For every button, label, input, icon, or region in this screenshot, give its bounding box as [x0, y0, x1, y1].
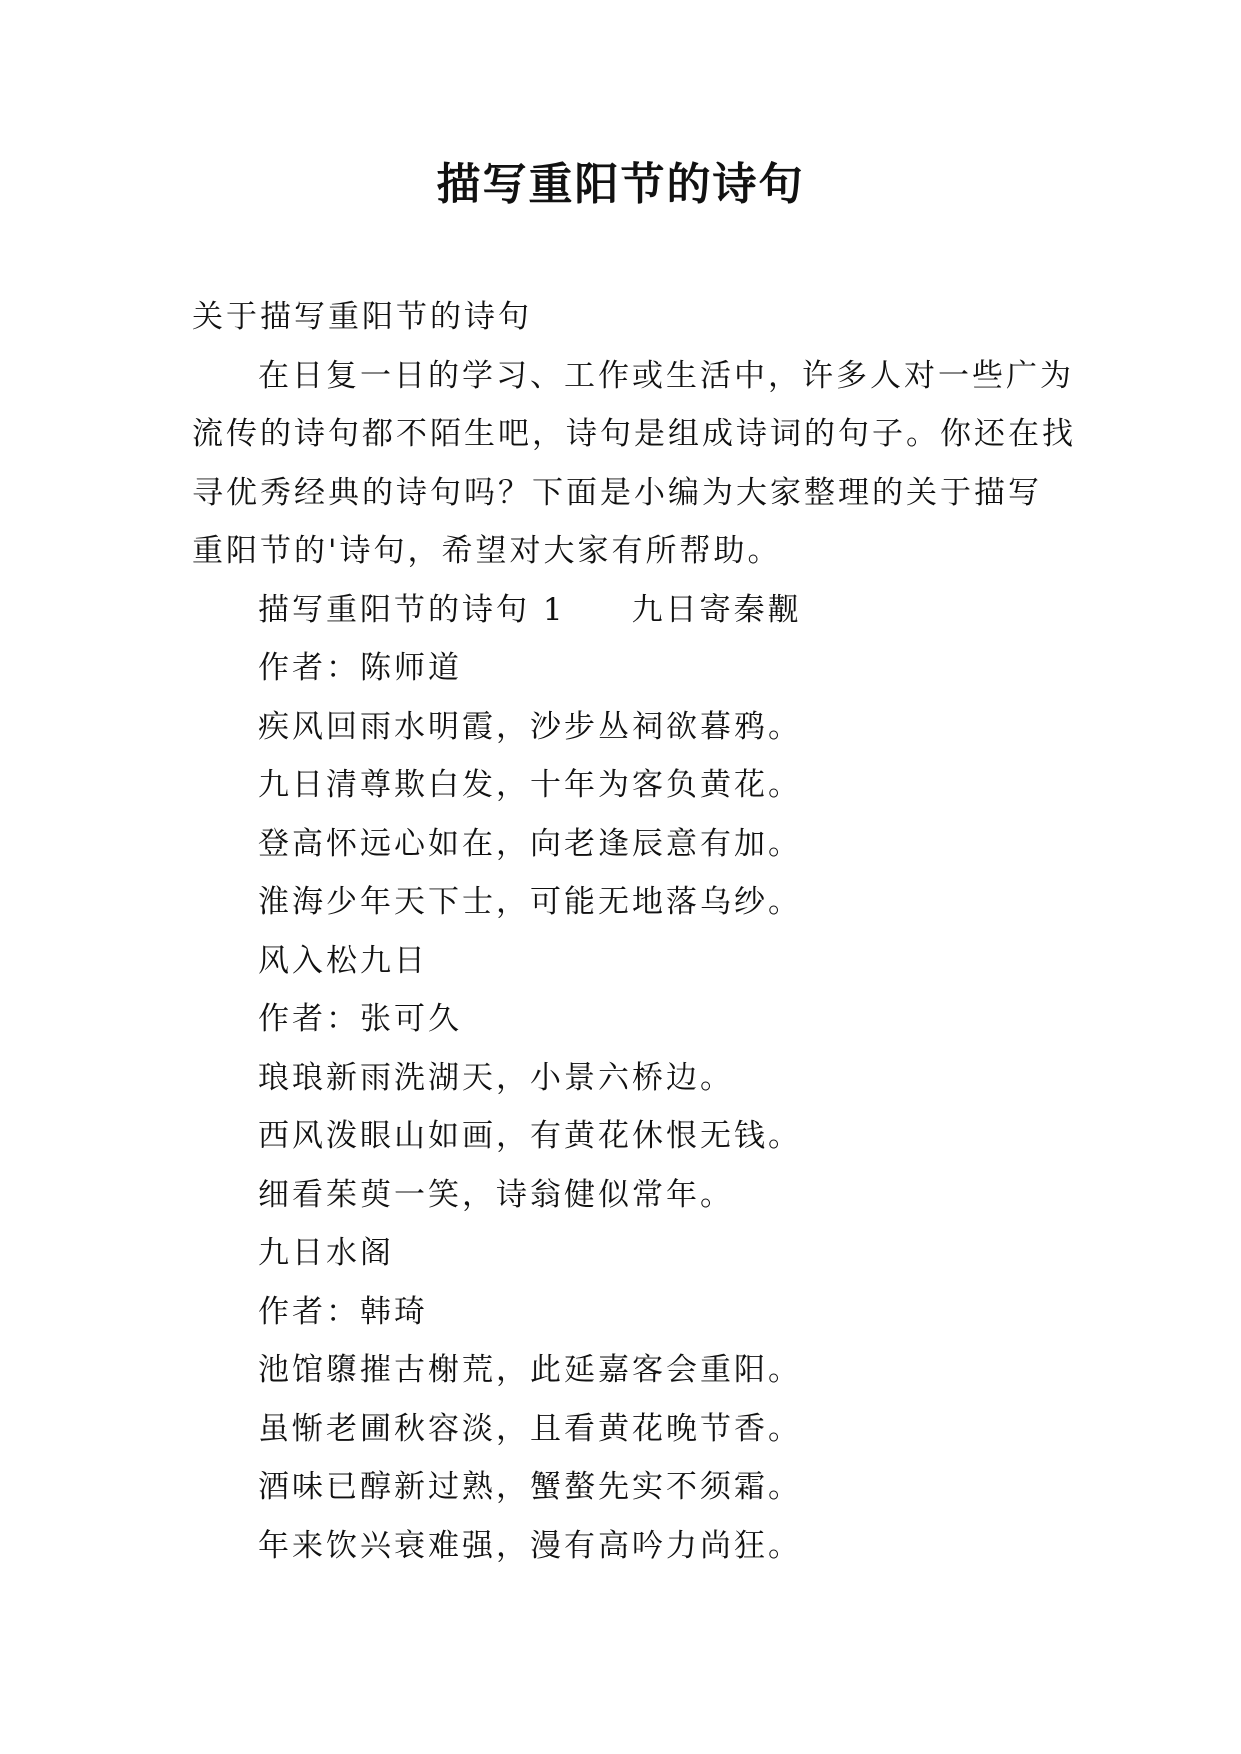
section-heading: 描写重阳节的诗句 1 — [258, 591, 566, 628]
intro-line: 在日复一日的学习、工作或生活中，许多人对一些广为 — [258, 357, 1074, 394]
poem-line: 疾风回雨水明霞，沙步丛祠欲暮鸦。 — [258, 708, 802, 745]
subtitle: 关于描写重阳节的诗句 — [192, 299, 532, 335]
poem-line: 年来饮兴衰难强，漫有高吟力尚狂。 — [258, 1527, 802, 1564]
poem-line: 琅琅新雨洗湖天，小景六桥边。 — [258, 1059, 734, 1096]
intro-line: 寻优秀经典的诗句吗？下面是小编为大家整理的关于描写 — [192, 474, 1042, 511]
poem-author: 作者：张可久 — [258, 1001, 462, 1037]
poem-line: 登高怀远心如在，向老逢辰意有加。 — [258, 825, 802, 862]
poem-line: 细看茱萸一笑，诗翁健似常年。 — [258, 1176, 734, 1213]
intro-line: 重阳节的'诗句，希望对大家有所帮助。 — [192, 533, 782, 569]
document-body — [192, 288, 1076, 1575]
poem-line: 西风泼眼山如画，有黄花休恨无钱。 — [258, 1118, 802, 1154]
poem-line: 酒味已醇新过熟，蟹螯先实不须霜。 — [258, 1469, 802, 1505]
poem-line: 淮海少年天下士，可能无地落乌纱。 — [258, 884, 802, 920]
poem-author: 作者：陈师道 — [258, 650, 462, 686]
poem-title: 风入松九日 — [258, 942, 428, 979]
poem-line: 虽惭老圃秋容淡，且看黄花晚节香。 — [258, 1410, 802, 1447]
poem-author: 作者：韩琦 — [258, 1293, 428, 1330]
document-title: 描写重阳节的诗句 — [436, 159, 805, 210]
intro-line: 流传的诗句都不陌生吧，诗句是组成诗词的句子。你还在找 — [192, 416, 1076, 452]
poem-line: 池馆隳摧古榭荒，此延嘉客会重阳。 — [258, 1352, 802, 1388]
poem-line: 九日清尊欺白发，十年为客负黄花。 — [258, 767, 802, 803]
section-heading-line — [192, 581, 1062, 640]
poem-title: 九日寄秦觏 — [631, 591, 802, 628]
poem-title: 九日水阁 — [258, 1235, 394, 1271]
